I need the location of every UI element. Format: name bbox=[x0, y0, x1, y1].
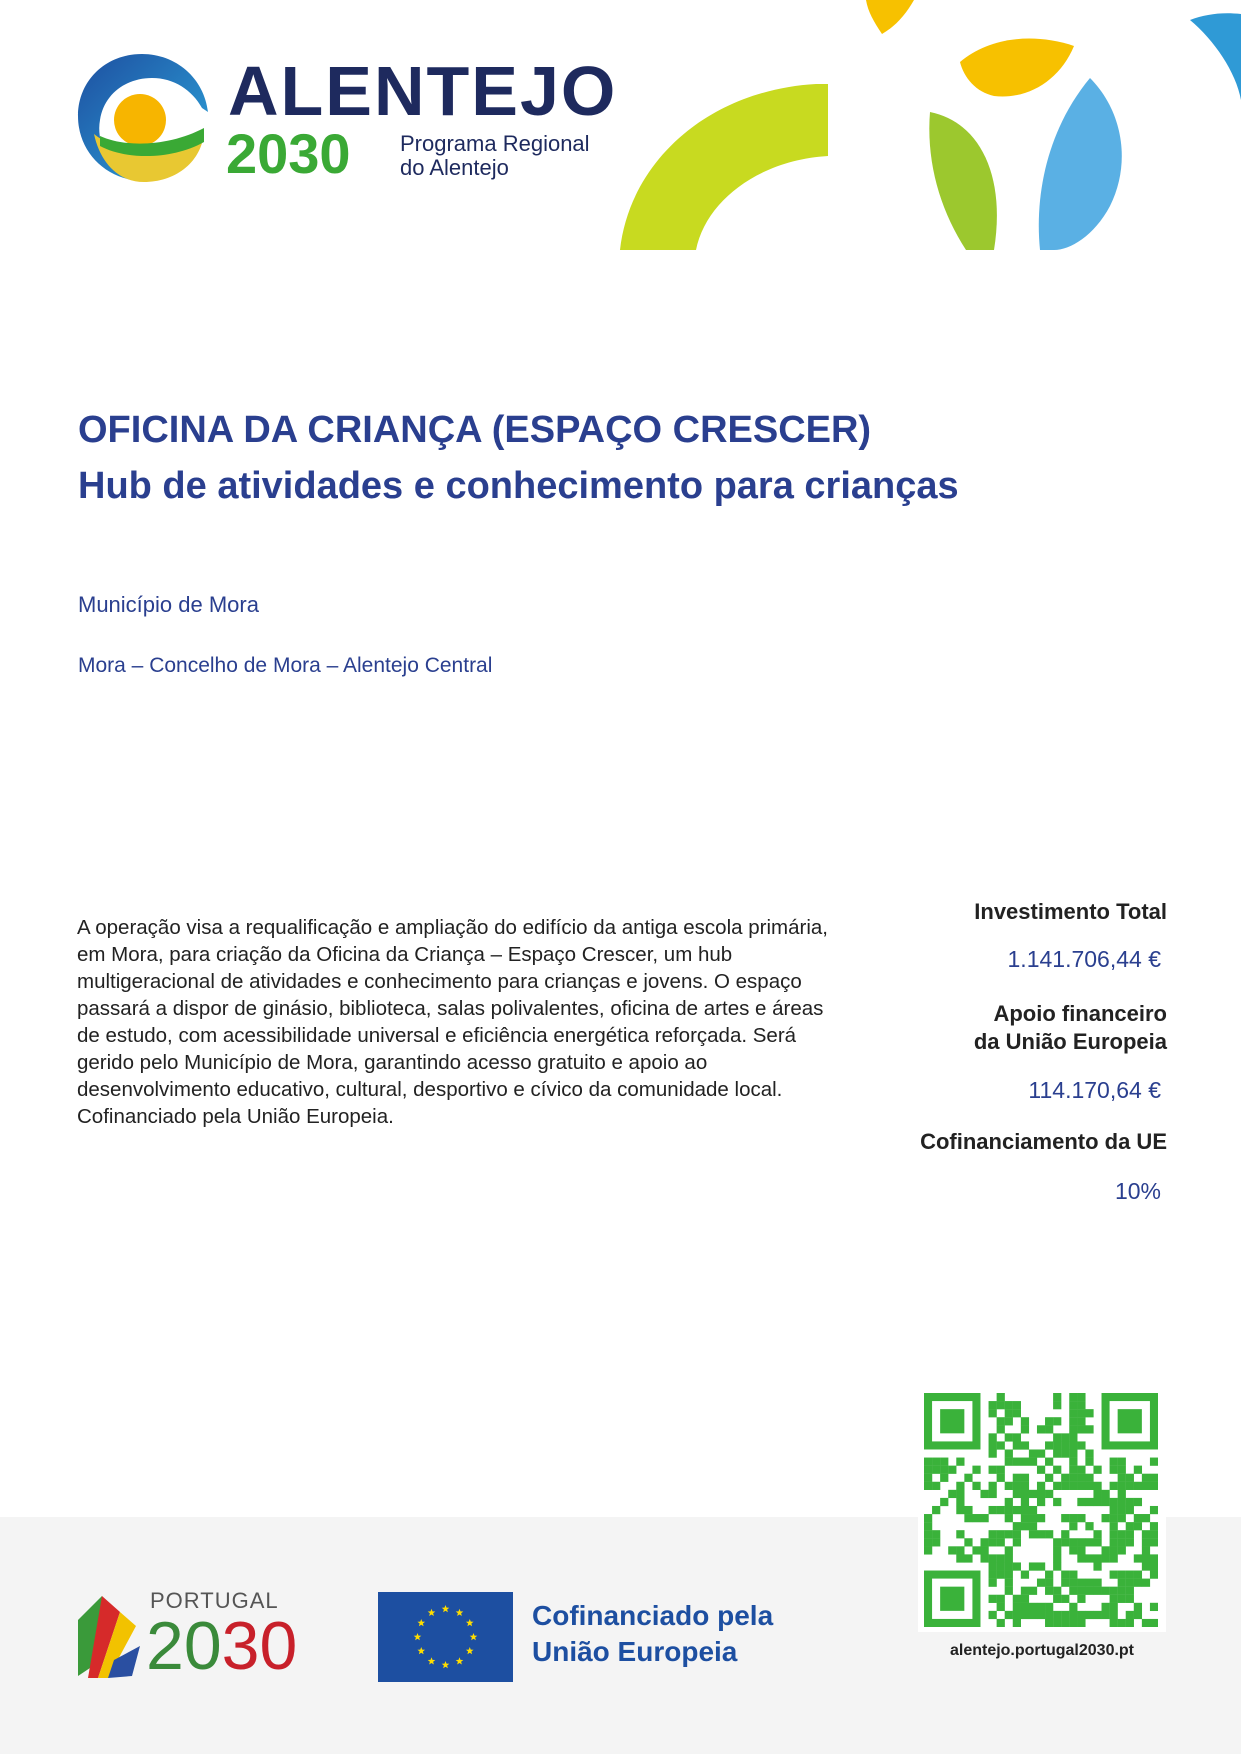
eu-text-line2: União Europeia bbox=[532, 1636, 738, 1667]
portugal-year-30: 30 bbox=[221, 1608, 298, 1684]
portugal-wordmark: PORTUGAL bbox=[150, 1588, 279, 1613]
logo-subtitle-line2: do Alentejo bbox=[400, 155, 509, 180]
decorative-shapes-icon bbox=[610, 0, 1241, 250]
support-label-line2: da União Europeia bbox=[973, 1029, 1167, 1054]
qr-code-icon[interactable] bbox=[924, 1393, 1158, 1627]
project-description: A operação visa a requalificação e ampliação do edifício da antiga escola primária, em Mora, para criação da Oficina da Criança – Espaço Crescer, um hub multigeracional de atividades e conhecimento para crianças e jovens. O espaço passará a dispor de ginásio, biblioteca, salas polivalentes, oficina de artes e áreas de estudo, com acessibilidade universal e eficiência energética reforçada. Será gerido pelo Município de Mora, garantindo acesso gratuito e apoio ao desenvolvimento educativo, cultural, desportivo e cívico da comunidade local. Cofinanciado pela União Europeia. bbox=[77, 916, 828, 1128]
eu-flag-icon bbox=[378, 1592, 513, 1682]
location: Mora – Concelho de Mora – Alentejo Central bbox=[78, 654, 493, 677]
logo-subtitle bbox=[400, 132, 590, 180]
project-title-line1: OFICINA DA CRIANÇA (ESPAÇO CRESCER) bbox=[78, 409, 872, 451]
logo-title: ALENTEJO bbox=[228, 52, 618, 130]
cofinancing-value: 10% bbox=[1114, 1178, 1161, 1204]
support-label bbox=[974, 1000, 1167, 1056]
support-value: 114.170,64 € bbox=[1028, 1077, 1161, 1103]
cofinancing-label: Cofinanciamento da UE bbox=[920, 1129, 1167, 1154]
beneficiary: Município de Mora bbox=[78, 592, 259, 617]
alentejo-logo-icon bbox=[74, 50, 212, 186]
logo-subtitle-line1: Programa Regional bbox=[400, 131, 590, 156]
portugal2030-logo-icon bbox=[74, 1590, 144, 1678]
investment-label: Investimento Total bbox=[974, 899, 1167, 924]
eu-cofinancing-text bbox=[532, 1598, 773, 1670]
website-url[interactable]: alentejo.portugal2030.pt bbox=[949, 1642, 1135, 1659]
support-label-line1: Apoio financeiro bbox=[993, 1001, 1167, 1026]
investment-value: 1.141.706,44 € bbox=[1007, 946, 1161, 972]
logo-year: 2030 bbox=[226, 122, 351, 185]
portugal-year bbox=[146, 1608, 298, 1684]
project-title-line2: Hub de atividades e conhecimento para crianças bbox=[78, 465, 959, 507]
eu-text-line1: Cofinanciado pela bbox=[532, 1600, 774, 1631]
portugal-year-20: 20 bbox=[146, 1608, 222, 1684]
